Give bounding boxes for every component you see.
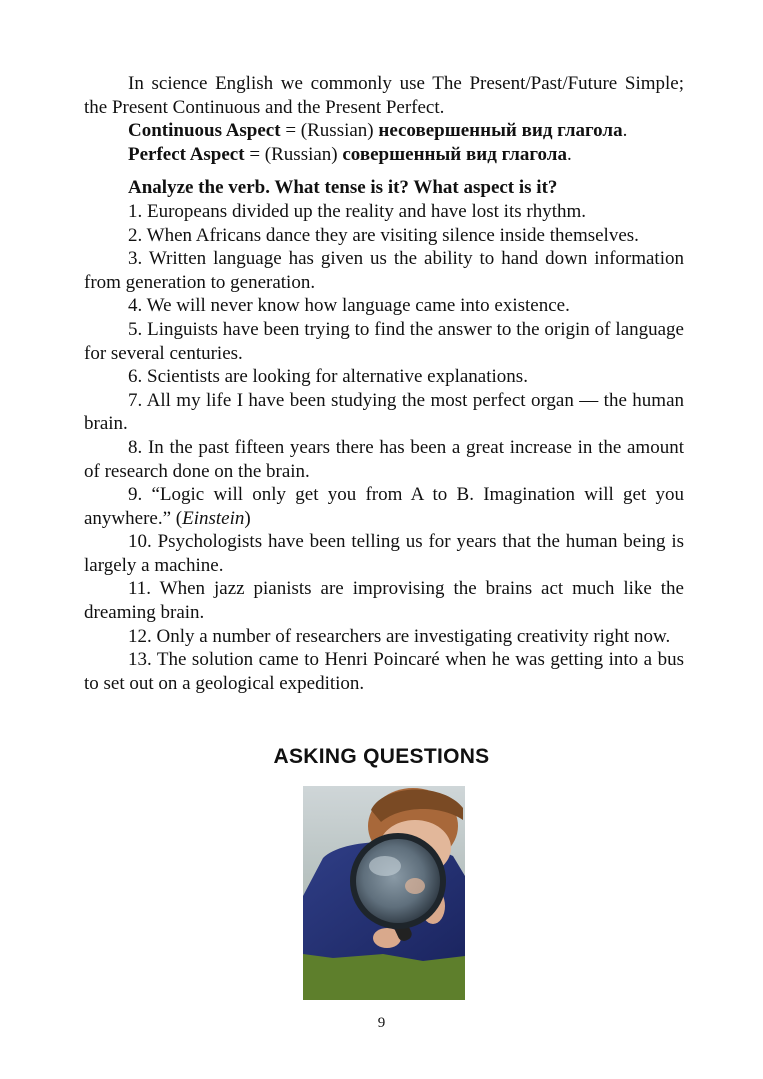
perfect-russian: совершенный вид глагола bbox=[342, 143, 567, 165]
quote-author: Einstein bbox=[182, 507, 245, 529]
exercise-item bbox=[84, 483, 684, 530]
page-body bbox=[84, 72, 684, 695]
exercise-item: 13. The solution came to Henri Poincaré when he was getting into a bus to set out on a geological expedition. bbox=[84, 649, 684, 694]
continuous-term: Continuous Aspect bbox=[128, 120, 281, 142]
exercise-item: 7. All my life I have been studying the most perfect organ — the human brain. bbox=[84, 389, 684, 435]
exercise-item: 5. Linguists have been trying to find the answer to the origin of language for several centuries. bbox=[84, 318, 684, 364]
perfect-equals: = (Russian) bbox=[244, 143, 343, 165]
exercise-item: 4. We will never know how language came into existence. bbox=[128, 295, 570, 317]
continuous-period: . bbox=[622, 120, 628, 142]
exercise-item: 11. When jazz pianists are improvising the brains act much like the dreaming brain. bbox=[84, 578, 684, 624]
continuous-russian: несовершенный вид глагола bbox=[378, 120, 623, 142]
child-magnifying-glass-photo bbox=[303, 786, 465, 1000]
exercise-item: 1. Europeans divided up the reality and have lost its rhythm. bbox=[128, 200, 587, 222]
page-number: 9 bbox=[377, 1015, 386, 1031]
section-heading: ASKING QUESTIONS bbox=[273, 745, 490, 768]
exercise-item: 12. Only a number of researchers are investigating creativity right now. bbox=[128, 625, 671, 647]
quote-close: ) bbox=[244, 507, 251, 529]
spacer bbox=[84, 166, 684, 176]
perfect-period: . bbox=[566, 143, 572, 165]
exercise-item: 2. When Africans dance they are visiting silence inside themselves. bbox=[128, 224, 639, 246]
continuous-definition bbox=[84, 119, 684, 143]
exercise-item: 8. In the past fifteen years there has been a great increase in the amount of research done on the brain. bbox=[84, 436, 684, 482]
quote-text: 9. “Logic will only get you from A to B. Imagination will get you anywhere.” ( bbox=[84, 484, 684, 529]
continuous-equals: = (Russian) bbox=[280, 120, 379, 142]
exercise-item: 3. Written language has given us the ability to hand down information from generation to generation. bbox=[84, 248, 684, 293]
perfect-term: Perfect Aspect bbox=[128, 143, 245, 165]
exercise-item: 10. Psychologists have been telling us for years that the human being is largely a machine. bbox=[84, 531, 684, 576]
exercise-item: 6. Scientists are looking for alternative explanations. bbox=[128, 366, 528, 388]
exercise-instruction: Analyze the verb. What tense is it? What aspect is it? bbox=[128, 177, 558, 199]
perfect-definition bbox=[84, 143, 684, 167]
intro-paragraph: In science English we commonly use The Present/Past/Future Simple; the Present Continuous and the Present Perfect. bbox=[84, 73, 684, 118]
